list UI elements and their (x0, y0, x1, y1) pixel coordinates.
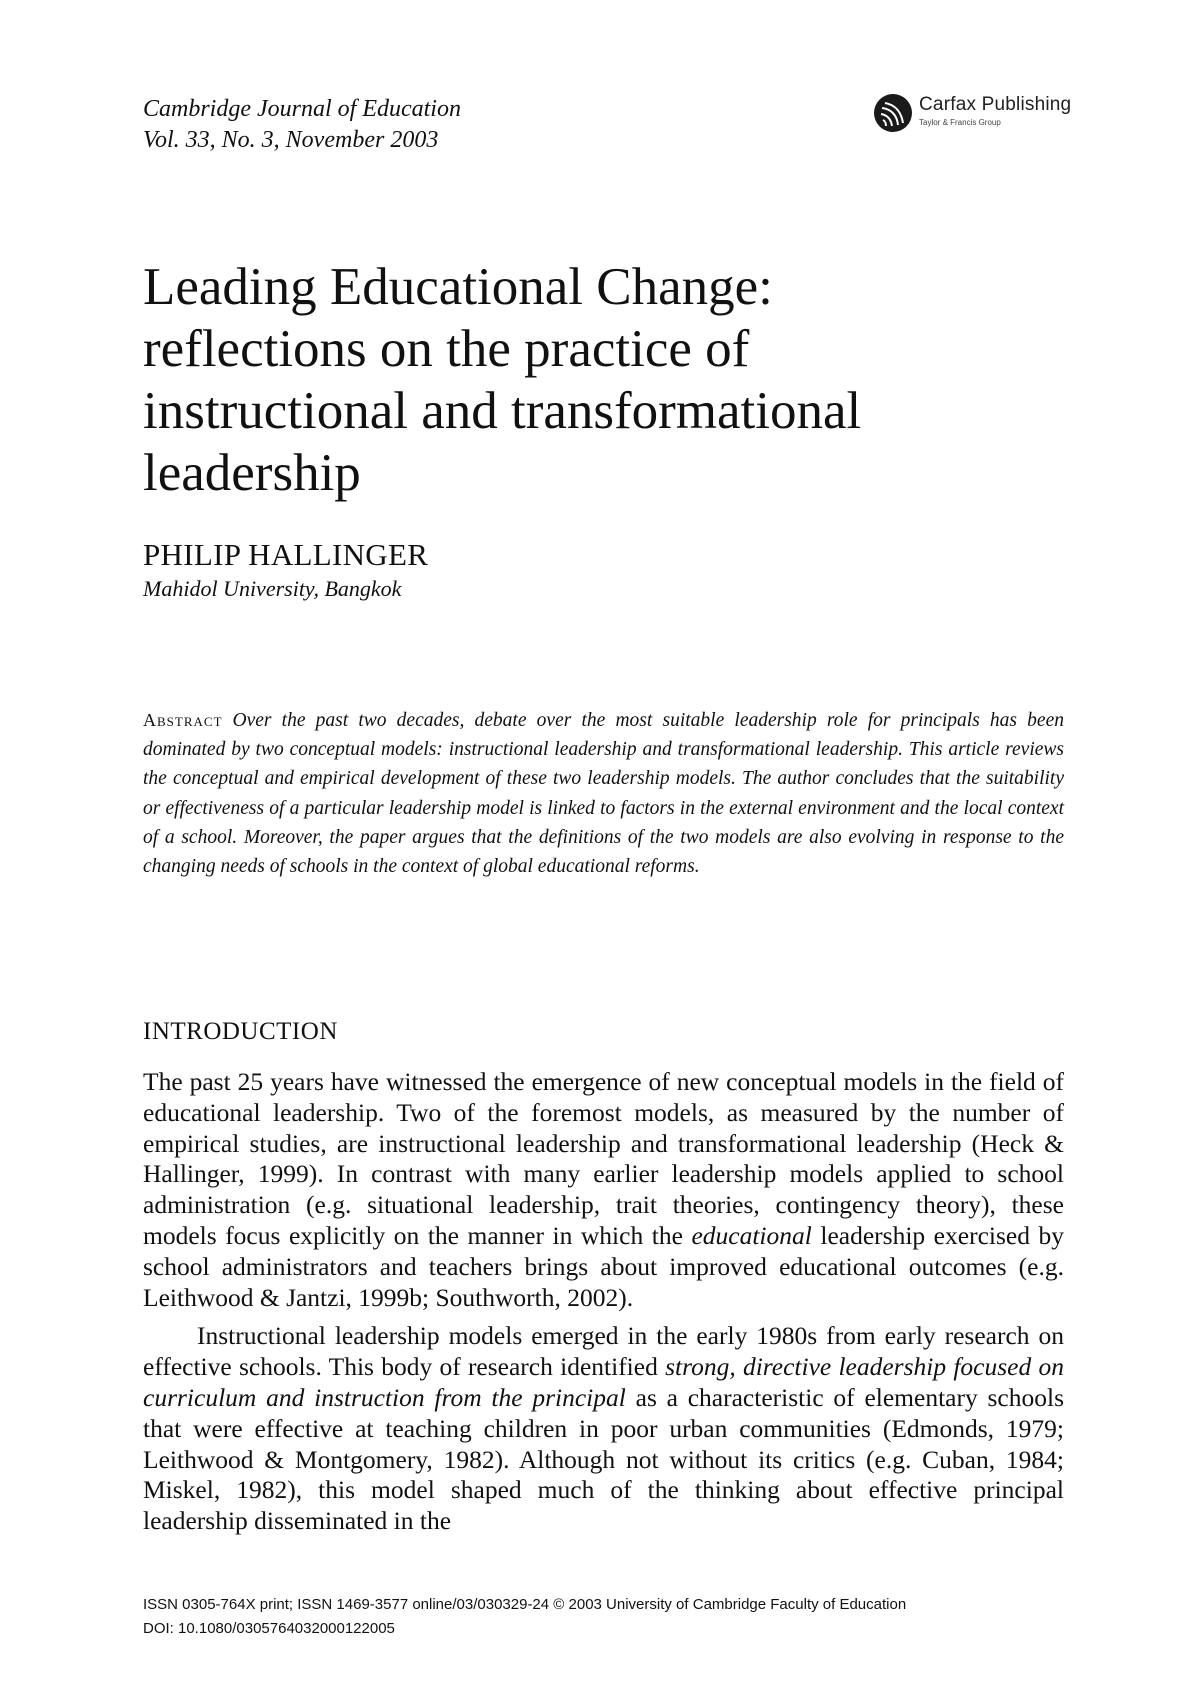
paragraph-text: leadership exercised by school administrators and teachers brings about improved educational outcomes (e.g. Leithwood & Jantzi, 1999b; Southworth, 2002). (143, 1220, 1064, 1312)
abstract-text: Over the past two decades, debate over the most suitable leadership role for principals has been dominated by two conceptual models: instructional leadership and transformational leadership. This article reviews the conceptual and empirical development of these two leadership models. The author concludes that the suitability or effectiveness of a particular leadership model is linked to factors in the external environment and the local context of a school. Moreover, the paper argues that the definitions of the two models are also evolving in response to the changing needs of schools in the context of global educational reforms. (143, 710, 1064, 878)
publisher-logo (873, 93, 1073, 137)
abstract (143, 706, 1064, 881)
issn-line: ISSN 0305-764X print; ISSN 1469-3577 online/03/030329-24 © 2003 University of Cambridge Faculty of Education (143, 1596, 907, 1613)
abstract-label: Abstract (143, 710, 223, 730)
paragraph-text: The past 25 years have witnessed the emergence of new conceptual models in the field of educational leadership. Two of the foremost models, as measured by the number of empirical studies, are instructional leadership and transformational leadership (Heck & Hallinger, 1999). In contrast with many earlier leadership models applied to school administration (e.g. situational leadership, trait theories, contingency theory), these models focus explicitly on the manner in which the (143, 1067, 1064, 1250)
section-heading-introduction: INTRODUCTION (143, 1018, 338, 1045)
publisher-logo-icon (873, 93, 913, 133)
title-line: Leading Educational Change: (143, 258, 773, 316)
publisher-group: Taylor & Francis Group (919, 118, 1001, 127)
paragraph (143, 1321, 1064, 1537)
paragraph-text: as a characteristic of elementary schools that were effective at teaching children in poor urban communities (Edmonds, 1979; Leithwood & Montgomery, 1982). Although not without its critics (e.g. Cuban, 1984; Miskel, 1982), this model shaped much of the thinking about effective principal leadership disseminated in the (143, 1382, 1064, 1536)
article-title (143, 256, 1103, 504)
doi-line: DOI: 10.1080/0305764032000122005 (143, 1620, 395, 1637)
page-footer (143, 1593, 906, 1641)
emphasis-text: educational (691, 1220, 812, 1250)
introduction-body (143, 1067, 1064, 1537)
journal-citation (143, 94, 461, 156)
emphasis-text: strong, directive leadership focused on curriculum and instruction from the principal (143, 1352, 1064, 1412)
publisher-name: Carfax Publishing (919, 94, 1072, 115)
journal-name: Cambridge Journal of Education (143, 96, 461, 122)
volume-info: Vol. 33, No. 3, November 2003 (143, 127, 439, 153)
title-line: instructional and transformational (143, 382, 862, 440)
paragraph-text: Instructional leadership models emerged in the early 1980s from early research on effective schools. This body of research identified (143, 1321, 1064, 1382)
author-name: PHILIP HALLINGER (143, 537, 429, 572)
author-affiliation: Mahidol University, Bangkok (143, 576, 402, 601)
title-line: reflections on the practice of (143, 320, 750, 378)
paragraph (143, 1067, 1064, 1313)
title-line: leadership (143, 444, 361, 502)
